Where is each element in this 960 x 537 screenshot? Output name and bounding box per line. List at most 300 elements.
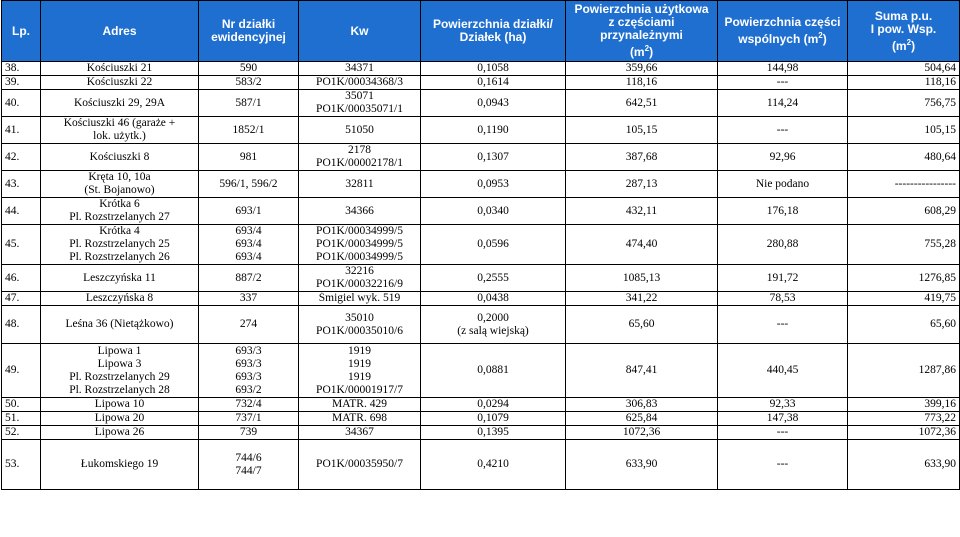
cell-adres-line: Pl. Rozstrzelanych 28 bbox=[69, 383, 170, 396]
cell-pow-dzialki-line: 0,0881 bbox=[477, 364, 509, 376]
cell-kw-line: PO1K/00034999/5 bbox=[316, 225, 403, 237]
cell-kw-line: PO1K/00034999/5 bbox=[316, 251, 403, 263]
cell-adres-line: Leszczyńska 8 bbox=[85, 292, 154, 304]
cell-kw bbox=[299, 412, 421, 426]
cell-adres-line: Łukomskiego 19 bbox=[80, 458, 159, 470]
table-row bbox=[2, 306, 960, 344]
cell-pow-uzytkowa bbox=[566, 440, 718, 490]
cell-adres-line: lok. użytk.) bbox=[93, 130, 146, 142]
header-row bbox=[2, 1, 960, 62]
cell-kw bbox=[299, 198, 421, 225]
cell-suma-value: 118,16 bbox=[924, 76, 956, 88]
cell-suma bbox=[848, 306, 960, 344]
cell-pow-czesci bbox=[718, 117, 848, 144]
cell-adres bbox=[41, 426, 199, 440]
cell-adres-line: Lipowa 10 bbox=[94, 398, 145, 410]
cell-kw bbox=[299, 117, 421, 144]
cell-lp-value: 43. bbox=[5, 177, 20, 190]
cell-kw bbox=[299, 62, 421, 76]
cell-suma bbox=[848, 62, 960, 76]
cell-pow-dzialki bbox=[421, 265, 566, 292]
cell-adres bbox=[41, 90, 199, 117]
cell-lp-value: 53. bbox=[5, 458, 20, 470]
cell-suma bbox=[848, 412, 960, 426]
cell-suma bbox=[848, 265, 960, 292]
cell-kw bbox=[299, 306, 421, 344]
col-header-lp: Lp. bbox=[2, 1, 41, 62]
cell-pow-uzytkowa bbox=[566, 265, 718, 292]
cell-pow-czesci bbox=[718, 144, 848, 171]
cell-suma bbox=[848, 117, 960, 144]
table-row bbox=[2, 440, 960, 490]
cell-kw-line: 1919 bbox=[348, 344, 371, 357]
cell-nr-dzialki bbox=[199, 90, 299, 117]
cell-kw-line: PO1K/00034999/5 bbox=[316, 238, 403, 250]
cell-lp bbox=[2, 306, 41, 344]
cell-pow-czesci-value: 147,38 bbox=[766, 412, 799, 424]
cell-lp bbox=[2, 398, 41, 412]
cell-pow-dzialki-line: 0,0340 bbox=[477, 204, 509, 217]
table-row bbox=[2, 398, 960, 412]
cell-pow-dzialki bbox=[421, 198, 566, 225]
cell-kw-line: 2178 bbox=[348, 144, 371, 156]
cell-pow-dzialki-line: 0,2555 bbox=[477, 271, 509, 284]
cell-suma-value: 1072,36 bbox=[918, 426, 956, 438]
cell-nr-dzialki bbox=[199, 198, 299, 225]
table-row bbox=[2, 90, 960, 117]
cell-pow-dzialki bbox=[421, 76, 566, 90]
cell-lp bbox=[2, 412, 41, 426]
cell-lp bbox=[2, 225, 41, 265]
cell-suma bbox=[848, 198, 960, 225]
cell-pow-czesci bbox=[718, 412, 848, 426]
cell-adres-line: Kręta 10, 10a bbox=[88, 171, 151, 183]
cell-kw bbox=[299, 144, 421, 171]
cell-lp bbox=[2, 90, 41, 117]
cell-suma bbox=[848, 426, 960, 440]
cell-pow-dzialki-line: 0,2000 bbox=[477, 311, 509, 324]
cell-pow-uzytkowa-value: 625,84 bbox=[625, 412, 658, 424]
col-header-adres: Adres bbox=[41, 1, 199, 62]
cell-kw-line: PO1K/00035071/1 bbox=[316, 103, 403, 115]
cell-pow-uzytkowa-value: 432,11 bbox=[625, 204, 658, 217]
col-header-kw: Kw bbox=[299, 1, 421, 62]
cell-pow-czesci bbox=[718, 171, 848, 198]
cell-nr-dzialki-line: 693/2 bbox=[235, 383, 262, 396]
cell-pow-uzytkowa bbox=[566, 90, 718, 117]
cell-adres bbox=[41, 306, 199, 344]
cell-suma bbox=[848, 344, 960, 398]
cell-nr-dzialki-line: 887/2 bbox=[235, 271, 262, 284]
cell-pow-uzytkowa bbox=[566, 198, 718, 225]
cell-suma-value: 399,16 bbox=[924, 398, 956, 410]
col-header-suma: Suma p.u. I pow. Wsp. $(m^2)$ bbox=[848, 1, 960, 62]
cell-lp-value: 47. bbox=[5, 292, 20, 304]
cell-pow-czesci-value: 92,33 bbox=[769, 398, 796, 410]
cell-suma-value: 105,15 bbox=[924, 123, 956, 136]
cell-nr-dzialki-line: 1852/1 bbox=[232, 123, 265, 136]
cell-adres bbox=[41, 144, 199, 171]
cell-nr-dzialki-line: 693/1 bbox=[235, 204, 262, 217]
cell-adres bbox=[41, 440, 199, 490]
cell-adres-line: Kościuszki 22 bbox=[86, 76, 153, 88]
cell-adres-line: Kościuszki 46 (garaże + bbox=[63, 117, 176, 129]
cell-kw-line: 51050 bbox=[345, 123, 374, 136]
cell-lp-value: 52. bbox=[5, 426, 20, 438]
cell-pow-uzytkowa bbox=[566, 426, 718, 440]
cell-adres-line: Lipowa 3 bbox=[97, 357, 142, 370]
cell-suma bbox=[848, 90, 960, 117]
cell-pow-uzytkowa bbox=[566, 117, 718, 144]
cell-adres bbox=[41, 76, 199, 90]
cell-lp-value: 42. bbox=[5, 150, 20, 163]
cell-suma bbox=[848, 144, 960, 171]
col-header-nr-dzialki: Nr działki ewidencyjnej bbox=[199, 1, 299, 62]
cell-lp-value: 50. bbox=[5, 398, 20, 410]
cell-nr-dzialki bbox=[199, 306, 299, 344]
cell-lp bbox=[2, 117, 41, 144]
cell-adres-line: Kościuszki 21 bbox=[86, 62, 153, 74]
cell-nr-dzialki bbox=[199, 76, 299, 90]
table-row bbox=[2, 76, 960, 90]
cell-pow-dzialki bbox=[421, 62, 566, 76]
table-row bbox=[2, 117, 960, 144]
cell-kw-line: PO1K/00035010/6 bbox=[316, 324, 403, 337]
cell-pow-uzytkowa bbox=[566, 344, 718, 398]
cell-pow-uzytkowa bbox=[566, 144, 718, 171]
cell-pow-czesci-value: Nie podano bbox=[755, 177, 810, 190]
cell-lp bbox=[2, 426, 41, 440]
cell-adres bbox=[41, 292, 199, 306]
cell-adres-line: Krótka 6 bbox=[99, 198, 140, 210]
cell-pow-uzytkowa bbox=[566, 171, 718, 198]
cell-pow-czesci-value: 191,72 bbox=[766, 271, 799, 284]
cell-pow-czesci bbox=[718, 426, 848, 440]
cell-nr-dzialki-line: 744/6 bbox=[235, 451, 262, 464]
col-header-pow-czesci: Powierzchnia części wspólnych $(m^2)$ bbox=[718, 1, 848, 62]
table-row bbox=[2, 265, 960, 292]
cell-adres bbox=[41, 225, 199, 265]
cell-pow-czesci bbox=[718, 90, 848, 117]
cell-lp-value: 40. bbox=[5, 96, 20, 109]
cell-adres-line: Pl. Rozstrzelanych 29 bbox=[69, 370, 170, 383]
table-row bbox=[2, 144, 960, 171]
cell-pow-dzialki bbox=[421, 412, 566, 426]
cell-kw bbox=[299, 344, 421, 398]
cell-pow-uzytkowa-value: 306,83 bbox=[625, 398, 658, 410]
cell-suma-value: 1287,86 bbox=[918, 364, 956, 376]
cell-nr-dzialki-line: 981 bbox=[239, 150, 258, 163]
cell-adres-line: Lipowa 26 bbox=[94, 426, 145, 438]
cell-pow-dzialki bbox=[421, 440, 566, 490]
cell-pow-dzialki bbox=[421, 225, 566, 265]
cell-lp-value: 51. bbox=[5, 412, 20, 424]
cell-pow-czesci bbox=[718, 198, 848, 225]
cell-adres bbox=[41, 344, 199, 398]
cell-nr-dzialki-line: 737/1 bbox=[235, 412, 262, 424]
cell-pow-uzytkowa-value: 359,66 bbox=[625, 62, 658, 74]
cell-adres-line: Leszczyńska 11 bbox=[83, 271, 156, 284]
cell-lp bbox=[2, 344, 41, 398]
col-header-pow-uzytkowa: Powierzchnia użytkowa z częściami przynależnymi $(m^2)$ bbox=[566, 1, 718, 62]
cell-pow-uzytkowa bbox=[566, 292, 718, 306]
cell-kw-line: PO1K/00002178/1 bbox=[316, 157, 403, 169]
cell-nr-dzialki bbox=[199, 426, 299, 440]
cell-pow-dzialki bbox=[421, 90, 566, 117]
cell-pow-dzialki-line: 0,0943 bbox=[477, 96, 509, 109]
cell-pow-dzialki-line: 0,1058 bbox=[477, 62, 509, 74]
cell-lp bbox=[2, 171, 41, 198]
cell-pow-uzytkowa bbox=[566, 306, 718, 344]
cell-nr-dzialki-line: 274 bbox=[239, 318, 258, 330]
cell-kw-line: 34367 bbox=[345, 426, 374, 438]
cell-pow-uzytkowa-value: 65,60 bbox=[628, 318, 655, 330]
cell-pow-uzytkowa-value: 287,13 bbox=[625, 177, 658, 190]
col-header-pow-dzialki: Powierzchnia działki/ Działek (ha) bbox=[421, 1, 566, 62]
cell-lp bbox=[2, 265, 41, 292]
cell-adres-line: Leśna 36 (Nietążkowo) bbox=[65, 318, 174, 330]
cell-pow-czesci bbox=[718, 265, 848, 292]
cell-nr-dzialki bbox=[199, 344, 299, 398]
cell-kw bbox=[299, 171, 421, 198]
cell-pow-dzialki-line: 0,0596 bbox=[477, 238, 509, 250]
table-row bbox=[2, 412, 960, 426]
cell-suma-value: 608,29 bbox=[924, 204, 956, 217]
cell-adres bbox=[41, 398, 199, 412]
cell-pow-uzytkowa bbox=[566, 398, 718, 412]
cell-pow-czesci-value: 144,98 bbox=[766, 62, 799, 74]
cell-suma-value: 773,22 bbox=[924, 412, 956, 424]
cell-nr-dzialki-line: 693/3 bbox=[235, 370, 262, 383]
cell-kw-line: MATR. 429 bbox=[332, 398, 387, 410]
cell-adres-line: Pl. Rozstrzelanych 25 bbox=[69, 238, 170, 250]
cell-pow-uzytkowa-value: 642,51 bbox=[625, 96, 658, 109]
cell-kw bbox=[299, 90, 421, 117]
cell-suma bbox=[848, 171, 960, 198]
table-row bbox=[2, 62, 960, 76]
cell-pow-dzialki bbox=[421, 144, 566, 171]
cell-lp bbox=[2, 76, 41, 90]
cell-pow-dzialki-line: 0,0438 bbox=[477, 292, 509, 304]
cell-lp bbox=[2, 440, 41, 490]
cell-suma-value: ---------------- bbox=[894, 177, 956, 190]
cell-lp bbox=[2, 62, 41, 76]
cell-suma-value: 65,60 bbox=[930, 318, 956, 330]
cell-pow-dzialki-line: 0,1614 bbox=[477, 76, 509, 88]
cell-pow-dzialki-line: 0,1395 bbox=[477, 426, 509, 438]
cell-pow-dzialki-line: 0,1190 bbox=[477, 123, 509, 136]
cell-pow-dzialki bbox=[421, 426, 566, 440]
cell-pow-czesci bbox=[718, 344, 848, 398]
cell-pow-czesci-value: 92,96 bbox=[769, 150, 796, 163]
cell-pow-dzialki-line: 0,0294 bbox=[477, 398, 509, 410]
cell-suma-value: 504,64 bbox=[924, 62, 956, 74]
cell-nr-dzialki bbox=[199, 144, 299, 171]
cell-pow-dzialki-line: 0,1307 bbox=[477, 150, 509, 163]
cell-adres-line: Lipowa 20 bbox=[94, 412, 145, 424]
cell-suma-value: 419,75 bbox=[924, 292, 956, 304]
cell-pow-czesci-value: --- bbox=[776, 318, 789, 330]
cell-suma bbox=[848, 398, 960, 412]
cell-pow-czesci-value: 78,53 bbox=[769, 292, 796, 304]
cell-pow-czesci bbox=[718, 440, 848, 490]
cell-lp bbox=[2, 292, 41, 306]
cell-pow-dzialki bbox=[421, 398, 566, 412]
cell-lp-value: 45. bbox=[5, 238, 20, 250]
cell-nr-dzialki-line: 587/1 bbox=[235, 96, 262, 109]
cell-pow-uzytkowa-value: 1085,13 bbox=[622, 271, 661, 284]
cell-pow-czesci-value: 280,88 bbox=[766, 238, 799, 250]
cell-lp-value: 41. bbox=[5, 123, 20, 136]
cell-pow-uzytkowa-value: 105,15 bbox=[625, 123, 658, 136]
cell-pow-uzytkowa bbox=[566, 76, 718, 90]
cell-nr-dzialki-line: 744/7 bbox=[235, 464, 262, 477]
table-row bbox=[2, 225, 960, 265]
cell-kw bbox=[299, 440, 421, 490]
cell-nr-dzialki-line: 693/4 bbox=[235, 225, 262, 237]
cell-kw bbox=[299, 265, 421, 292]
cell-kw-line: 35071 bbox=[345, 90, 374, 102]
table-row bbox=[2, 344, 960, 398]
cell-pow-uzytkowa bbox=[566, 225, 718, 265]
cell-nr-dzialki-line: 337 bbox=[239, 292, 258, 304]
cell-nr-dzialki-line: 693/3 bbox=[235, 344, 262, 357]
cell-adres-line: Lipowa 1 bbox=[97, 344, 142, 357]
cell-nr-dzialki bbox=[199, 225, 299, 265]
cell-pow-czesci bbox=[718, 306, 848, 344]
cell-pow-czesci bbox=[718, 225, 848, 265]
cell-lp-value: 46. bbox=[5, 271, 20, 284]
cell-pow-dzialki bbox=[421, 117, 566, 144]
cell-pow-dzialki bbox=[421, 306, 566, 344]
cell-lp-value: 38. bbox=[5, 62, 20, 74]
cell-pow-czesci-value: 114,24 bbox=[766, 96, 799, 109]
cell-pow-czesci bbox=[718, 76, 848, 90]
table-row bbox=[2, 292, 960, 306]
table-row bbox=[2, 171, 960, 198]
cell-nr-dzialki-line: 732/4 bbox=[235, 398, 262, 410]
cell-kw bbox=[299, 225, 421, 265]
cell-nr-dzialki bbox=[199, 292, 299, 306]
cell-suma-value: 756,75 bbox=[924, 96, 956, 109]
cell-pow-uzytkowa bbox=[566, 62, 718, 76]
cell-kw bbox=[299, 398, 421, 412]
cell-kw-line: 32811 bbox=[345, 177, 374, 190]
cell-pow-czesci-value: --- bbox=[776, 426, 789, 438]
cell-suma bbox=[848, 292, 960, 306]
cell-suma-value: 1276,85 bbox=[918, 271, 956, 284]
cell-suma-value: 633,90 bbox=[924, 458, 956, 470]
cell-pow-uzytkowa bbox=[566, 412, 718, 426]
cell-pow-czesci-value: 440,45 bbox=[766, 364, 799, 376]
cell-adres-line: Pl. Rozstrzelanych 27 bbox=[69, 211, 170, 223]
cell-kw-line: MATR. 698 bbox=[332, 412, 387, 424]
cell-kw-line: PO1K/00001917/7 bbox=[316, 383, 403, 396]
cell-kw bbox=[299, 76, 421, 90]
cell-pow-dzialki-line: 0,0953 bbox=[477, 177, 509, 190]
cell-adres bbox=[41, 198, 199, 225]
cell-adres bbox=[41, 171, 199, 198]
cell-kw-line: 1919 bbox=[348, 357, 371, 370]
cell-pow-czesci bbox=[718, 292, 848, 306]
cell-nr-dzialki-line: 596/1, 596/2 bbox=[219, 177, 278, 190]
cell-pow-uzytkowa-value: 387,68 bbox=[625, 150, 658, 163]
cell-kw-line: 1919 bbox=[348, 370, 371, 383]
cell-kw-line: 32216 bbox=[345, 265, 374, 277]
cell-nr-dzialki bbox=[199, 440, 299, 490]
table-row bbox=[2, 198, 960, 225]
cell-kw-line: Śmigiel wyk. 519 bbox=[318, 292, 401, 304]
cell-adres-line: Pl. Rozstrzelanych 26 bbox=[69, 251, 170, 263]
cell-pow-dzialki-line: 0,1079 bbox=[477, 412, 509, 424]
cell-nr-dzialki bbox=[199, 265, 299, 292]
cell-kw-line: 35010 bbox=[345, 311, 374, 324]
cell-pow-uzytkowa-value: 847,41 bbox=[625, 364, 658, 376]
cell-suma-value: 480,64 bbox=[924, 150, 956, 163]
cell-pow-czesci-value: 176,18 bbox=[766, 204, 799, 217]
cell-kw-line: PO1K/00034368/3 bbox=[316, 76, 403, 88]
property-table bbox=[1, 0, 960, 490]
cell-nr-dzialki bbox=[199, 398, 299, 412]
cell-lp bbox=[2, 144, 41, 171]
cell-adres bbox=[41, 265, 199, 292]
cell-pow-czesci bbox=[718, 62, 848, 76]
cell-nr-dzialki bbox=[199, 62, 299, 76]
cell-adres bbox=[41, 117, 199, 144]
cell-lp-value: 44. bbox=[5, 204, 20, 217]
cell-pow-uzytkowa-value: 341,22 bbox=[625, 292, 658, 304]
cell-pow-uzytkowa-value: 474,40 bbox=[625, 238, 658, 250]
cell-nr-dzialki-line: 693/4 bbox=[235, 238, 262, 250]
cell-adres-line: (St. Bojanowo) bbox=[84, 184, 155, 196]
cell-adres bbox=[41, 412, 199, 426]
cell-suma bbox=[848, 440, 960, 490]
cell-adres-line: Kościuszki 8 bbox=[89, 150, 150, 163]
cell-pow-dzialki bbox=[421, 344, 566, 398]
cell-pow-uzytkowa-value: 633,90 bbox=[625, 458, 658, 470]
cell-nr-dzialki-line: 590 bbox=[239, 62, 258, 74]
cell-pow-dzialki bbox=[421, 171, 566, 198]
cell-adres-line: Krótka 4 bbox=[99, 225, 140, 237]
cell-adres-line: Kościuszki 29, 29A bbox=[73, 96, 166, 109]
cell-lp-value: 39. bbox=[5, 76, 20, 88]
cell-nr-dzialki bbox=[199, 117, 299, 144]
cell-nr-dzialki-line: 693/3 bbox=[235, 357, 262, 370]
cell-kw-line: 34371 bbox=[345, 62, 374, 74]
cell-kw-line: PO1K/00035950/7 bbox=[316, 458, 403, 470]
cell-kw-line: 34366 bbox=[345, 204, 374, 217]
cell-pow-dzialki bbox=[421, 292, 566, 306]
cell-pow-uzytkowa-value: 118,16 bbox=[625, 76, 658, 88]
table-row bbox=[2, 426, 960, 440]
cell-lp-value: 49. bbox=[5, 364, 20, 376]
cell-nr-dzialki-line: 693/4 bbox=[235, 251, 262, 263]
cell-lp-value: 48. bbox=[5, 318, 20, 330]
cell-kw bbox=[299, 426, 421, 440]
cell-suma bbox=[848, 225, 960, 265]
cell-pow-dzialki-line: 0,4210 bbox=[477, 458, 509, 470]
cell-kw bbox=[299, 292, 421, 306]
cell-kw-line: PO1K/00032216/9 bbox=[316, 278, 403, 290]
cell-pow-czesci-value: --- bbox=[776, 76, 789, 88]
cell-nr-dzialki bbox=[199, 171, 299, 198]
cell-nr-dzialki bbox=[199, 412, 299, 426]
cell-pow-czesci bbox=[718, 398, 848, 412]
cell-pow-czesci-value: --- bbox=[776, 123, 789, 136]
cell-lp bbox=[2, 198, 41, 225]
cell-adres bbox=[41, 62, 199, 76]
cell-suma bbox=[848, 76, 960, 90]
